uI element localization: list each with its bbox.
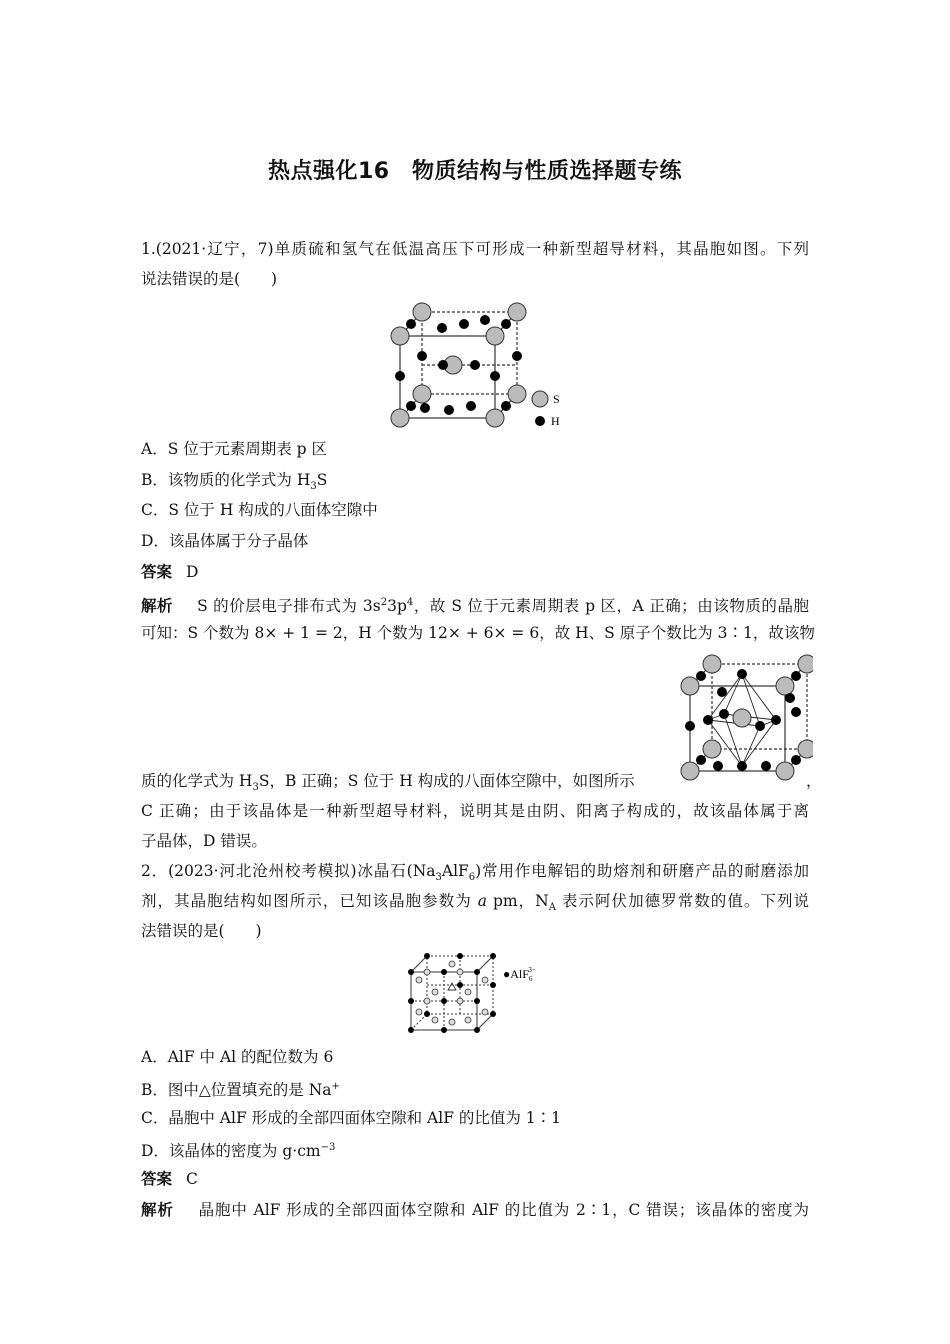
q1-analysis-line4: C 正确；由于该晶体是一种新型超导材料，说明其是由阴、阳离子构成的，故该晶体属于离 [141, 802, 809, 820]
q2-option-d: D．该晶体的密度为 $g\cdot cm^{-3}$ [141, 1142, 336, 1161]
q1-analysis-line2: 可知：S 个数为 8× + 1 = 2，H 个数为 12× + 6× = 6，故 H、S 原子个数比为 3∶1，故该物 [141, 624, 815, 642]
q1-option-b: B．该物质的化学式为 $H_3S$ [141, 471, 328, 493]
q1-analysis-line5: 子晶体，D 错误。 [141, 832, 267, 850]
q2-analysis-line1: 解析 晶胞中 AlF 形成的全部四面体空隙和 AlF 的比值为 2∶1，C 错误；该晶体的密度为 [141, 1201, 809, 1219]
q1-option-d: D．该晶体属于分子晶体 [141, 532, 309, 550]
q1-stem-line1: 1.(2021·辽宁，7)单质硫和氢气在低温高压下可形成一种新型超导材料，其晶胞如图。下列 [141, 240, 809, 258]
q2-stem-line2: 剂，其晶胞结构如图所示，已知该晶胞参数为 a pm，$N_A$ 表示阿伏加德罗常数的值。下列说 [141, 892, 809, 914]
q2-option-c: C．晶胞中 AlF 形成的全部四面体空隙和 AlF 的比值为 1∶1 [141, 1109, 562, 1127]
q1-option-a: A．S 位于元素周期表 p 区 [141, 440, 328, 458]
q1-option-c: C．S 位于 H 构成的八面体空隙中 [141, 501, 378, 519]
q1-analysis-line3-end: ， [806, 772, 822, 790]
q1-analysis-line1: 解析 S 的价层电子排布式为 $3s^23p^4$，故 S 位于元素周期表 p 区，A 正确；由该物质的晶胞 [141, 597, 809, 616]
q2-answer: 答案 C [141, 1170, 198, 1188]
q2-stem-line3: 法错误的是( ) [141, 922, 262, 940]
q1-octahedral-void-figure [678, 654, 813, 782]
q1-legend-h: H [551, 414, 560, 428]
q1-answer: 答案 D [141, 563, 199, 581]
q2-option-a: A．AlF 中 Al 的配位数为 6 [141, 1048, 334, 1066]
q2-stem-line1: 2．(2023·河北沧州校考模拟)冰晶石$(Na_3AlF_6)$常用作电解铝的助熔剂和研磨产品的耐磨添加 [141, 862, 809, 884]
q2-cryolite-cell-figure [405, 950, 565, 1035]
q1-analysis-line3: 质的化学式为 $H_3S$，B 正确；S 位于 H 构成的八面体空隙中，如图所示 [141, 772, 635, 794]
q2-option-b: B．图中△位置填充的是 Na+ [141, 1081, 340, 1100]
q1-stem-line2: 说法错误的是( ) [141, 270, 278, 288]
q1-legend-s: S [553, 392, 560, 406]
q2-legend-alf6: ●AlF$_6$3− [503, 966, 536, 983]
page-title: 热点强化16 物质结构与性质选择题专练 [267, 159, 683, 184]
q1-crystal-cell-figure [385, 298, 575, 430]
